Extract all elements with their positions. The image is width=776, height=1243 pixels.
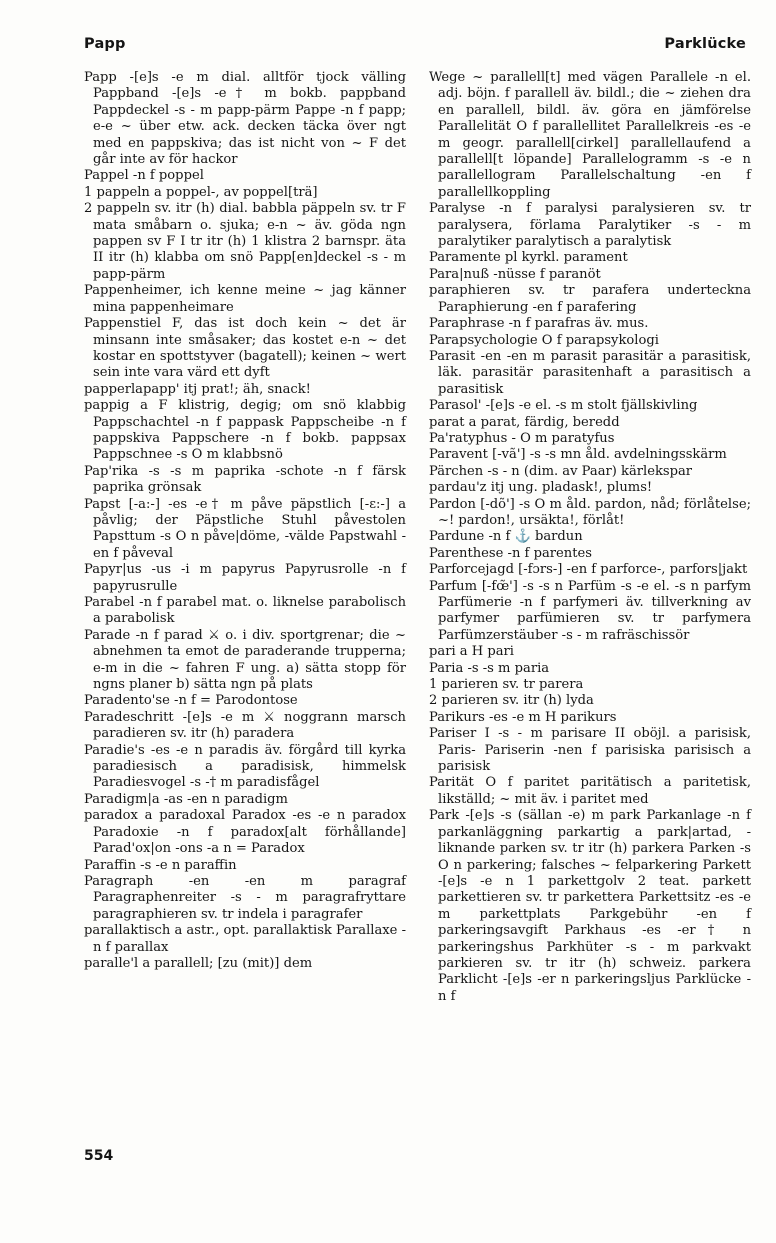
dictionary-entry: paralle'l a parallell; [zu (mit)] dem [84, 955, 313, 971]
dictionary-entry: Paravent [-vã'] -s -s mn åld. avdelningsskärm [429, 447, 727, 463]
dictionary-entry: Parforcejagd [-fɔrs-] -en f parforce-, parfors|jakt [429, 562, 748, 578]
dictionary-entry: Pardon [-dõ'] -s O m åld. pardon, nåd; förlåtelse; ~! pardon!, ursäkta!, förlåt! [429, 496, 751, 528]
dictionary-entry: Parabel -n f parabel mat. o. liknelse parabolisch a parabolisk [84, 595, 406, 627]
dictionary-entry: Para|nuß -nüsse f paranöt [429, 266, 601, 282]
dictionary-entry: Paraphrase -n f parafras äv. mus. [429, 316, 649, 332]
dictionary-entry: Pap'rika -s -s m paprika -schote -n f färsk paprika grönsak [84, 463, 406, 496]
dictionary-entry: Pardune -n f ⚓ bardun [429, 529, 583, 545]
dictionary-entry: Paradie's -es -e n paradis äv. förgård till kyrka paradiesisch a paradisisk, himmelsk Paradiesvogel -s -† m paradisfågel [84, 742, 406, 791]
dictionary-entry: Papp -[e]s -e m dial. alltför tjock välling Pappband -[e]s -e† m bokb. pappband Pappdeckel -s - m papp-pärm Pappe -n f papp; e-e ~ über etw. ack. decken täcka över ngt med en pappskiva; das ist nicht von ~ F det går inte av för hackor [84, 70, 406, 168]
right-column [429, 70, 751, 1005]
dictionary-entry: Parfum [-fœ̃'] -s -s n Parfüm -s -e el. -s n parfym Parfümerie -n f parfymeri äv. tillverkning av parfymer parfümieren sv. tr parfymera Parfümzerstäuber -s - m rafräschissör [429, 578, 751, 643]
dictionary-entry: 1 parieren sv. tr parera [429, 677, 584, 693]
left-column [84, 70, 406, 972]
dictionary-entry: Park -[e]s -s (sällan -e) m park Parkanlage -n f parkanläggning parkartig a park|artad, -liknande parken sv. tr itr (h) parkera Parken -s O n parkering; falsches ~ felparkering Parkett -[e]s -e n 1 parkettgolv 2 teat. parkett parkettieren sv. tr parkettera Parkettsitz -es -e m parkettplats Parkgebühr -en f parkeringsavgift Parkhaus -es -er† n parkeringshus Parkhüter -s - m parkvakt parkieren sv. tr itr (h) schweiz. parkera Parklicht -[e]s -er n parkeringsljus Parklücke -n f [429, 808, 751, 1004]
dictionary-entry: Paradeschritt -[e]s -e m ⚔ noggrann marsch paradieren sv. itr (h) paradera [84, 709, 406, 742]
dictionary-entry: Paralyse -n f paralysi paralysieren sv. tr paralysera, förlama Paralytiker -s - m paralytiker paralytisch a paralytisk [429, 201, 751, 250]
dictionary-entry: Pappenheimer, ich kenne meine ~ jag känner mina pappenheimare [84, 283, 406, 315]
dictionary-entry: Parapsychologie O f parapsykologi [429, 332, 659, 348]
dictionary-entry: Pappel -n f poppel [84, 168, 204, 184]
dictionary-entry: Pappenstiel F, das ist doch kein ~ det är minsann inte småsaker; das kostet e-n ~ det kostar en spottstyver (bagatell); keinen ~ wert sein inte vara värd ett dyft [84, 316, 406, 381]
dictionary-entry: 2 pappeln sv. itr (h) dial. babbla päppeln sv. tr F mata småbarn o. sjuka; e-n ~ äv. göda ngn pappen sv F I tr itr (h) 1 klistra 2 barnspr. äta II itr (h) klabba om snö Papp[en]deckel -s - m papp-pärm [84, 201, 406, 282]
dictionary-entry: Parasol' -[e]s -e el. -s m stolt fjällskivling [429, 398, 698, 414]
dictionary-entry: Paradento'se -n f = Parodontose [84, 693, 298, 709]
dictionary-entry: parat a parat, färdig, beredd [429, 414, 620, 430]
dictionary-entry: Papst [-a:-] -es -e† m påve päpstlich [-ɛ:-] a påvlig; der Päpstliche Stuhl påvestolen Papsttum -s O n påve|döme, -välde Papstwahl -en f påveval [84, 496, 406, 561]
dictionary-entry: Parikurs -es -e m H parikurs [429, 709, 617, 725]
running-head-left: Papp [84, 36, 126, 52]
dictionary-entry: pappig a F klistrig, degig; om snö klabbig Pappschachtel -n f pappask Pappscheibe -n f pappskiva Pappschere -n f bokb. pappsax Pappschnee -s O m klabbsnö [84, 398, 406, 463]
dictionary-entry: paradox a paradoxal Paradox -es -e n paradox Paradoxie -n f paradox[alt förhållande] Parad'ox|on -ons -a n = Paradox [84, 808, 406, 857]
dictionary-entry: paraphieren sv. tr parafera underteckna Paraphierung -en f parafering [429, 283, 751, 315]
dictionary-entry: 1 pappeln a poppel-, av poppel[trä] [84, 184, 318, 200]
dictionary-entry: Pärchen -s - n (dim. av Paar) kärlekspar [429, 463, 693, 479]
dictionary-entry: Paraffin -s -e n paraffin [84, 857, 237, 873]
dictionary-entry: pari a H pari [429, 644, 514, 660]
dictionary-entry: Paria -s -s m paria [429, 660, 550, 676]
dictionary-entry: Parade -n f parad ⚔ o. i div. sportgrenar; die ~ abnehmen ta emot de paraderande trupperna; e-m in die ~ fahren F ung. a) sätta stopp för ngns planer b) sätta ngn på plats [84, 627, 406, 693]
dictionary-entry: Paramente pl kyrkl. parament [429, 250, 628, 266]
dictionary-entry: Parasit -en -en m parasit parasitär a parasitisk, läk. parasitär parasitenhaft a parasitisch a parasitisk [429, 348, 751, 397]
dictionary-entry: papperlapapp' itj prat!; äh, snack! [84, 381, 311, 397]
dictionary-entry: Paragraph -en -en m paragraf Paragraphenreiter -s - m paragrafryttare paragraphieren sv. tr indela i paragrafer [84, 873, 406, 922]
dictionary-entry: Wege ~ parallell[t] med vägen Parallele -n el. adj. böjn. f parallell äv. bildl.; die ~ ziehen dra en parallell, bildl. äv. göra en jämförelse Parallelität O f parallellitet Parallelkreis -es -e m geogr. parallell[cirkel] parallellaufend a parallell[t löpande] Parallelogramm -s -e n parallellogram Parallelschaltung -en f parallellkoppling [429, 70, 751, 200]
dictionary-entry: Paradigm|a -as -en n paradigm [84, 791, 288, 807]
dictionary-entry: Pa'ratyphus - O m paratyfus [429, 430, 615, 446]
dictionary-entry: Papyr|us -us -i m papyrus Papyrusrolle -n f papyrusrulle [84, 562, 406, 594]
dictionary-entry: pardau'z itj ung. pladask!, plums! [429, 480, 653, 496]
page-number: 554 [84, 1148, 114, 1164]
dictionary-entry: Pariser I -s - m parisare II oböjl. a parisisk, Paris- Pariserin -nen f parisiska parisisch a parisisk [429, 726, 751, 775]
dictionary-entry: Parenthese -n f parentes [429, 545, 592, 561]
running-head-right: Parklücke [664, 36, 746, 52]
dictionary-entry: Parität O f paritet paritätisch a paritetisk, likställd; ~ mit äv. i paritet med [429, 775, 751, 807]
dictionary-entry: 2 parieren sv. itr (h) lyda [429, 693, 594, 709]
dictionary-entry: parallaktisch a astr., opt. parallaktisk Parallaxe -n f parallax [84, 923, 407, 955]
